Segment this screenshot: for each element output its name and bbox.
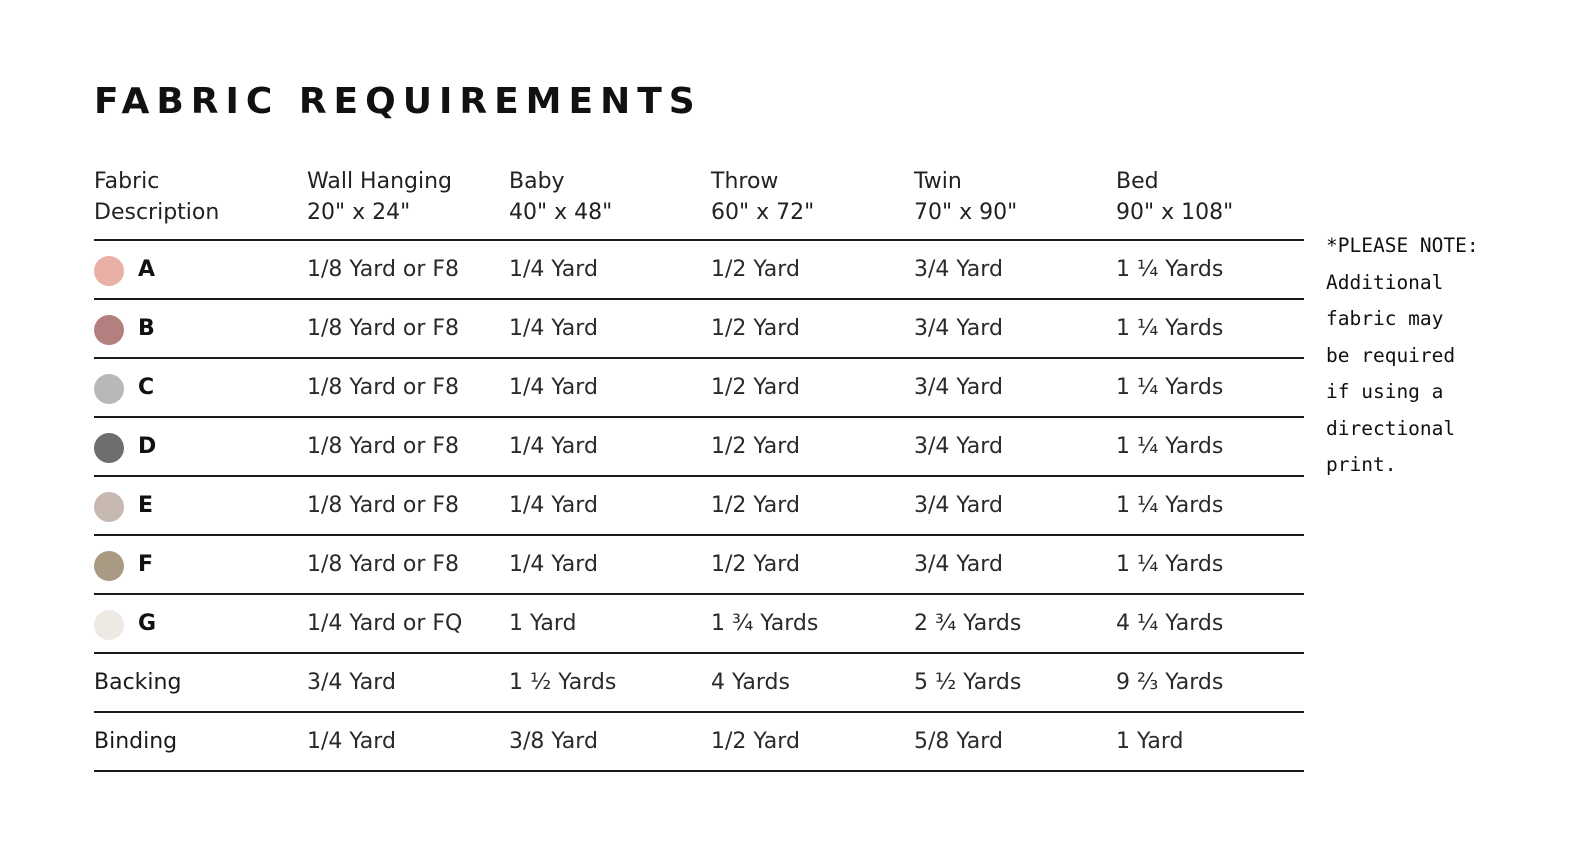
yardage-cell: 1/4 Yard [509,493,598,518]
yardage-cell: 1/2 Yard [711,257,800,282]
please-note-text: *PLEASE NOTE: Additional fabric may be required if using a directional print. [1326,234,1479,476]
yardage-cell: 1/4 Yard [509,375,598,400]
fabric-requirements-table [94,164,1304,772]
yardage-cell: 1 ¼ Yards [1116,493,1224,518]
fabric-label-text: A [138,257,156,282]
yardage-cell: 1 ¼ Yards [1116,552,1224,577]
yardage-cell: 1/4 Yard [509,552,598,577]
yardage-cell: 1/8 Yard or F8 [307,316,460,341]
yardage-cell: 1/8 Yard or F8 [307,257,460,282]
yardage-cell: 1/4 Yard [509,434,598,459]
fabric-swatch-icon [94,492,124,522]
yardage-cell: 1/2 Yard [711,493,800,518]
table-header [94,164,1304,241]
yardage-cell: 1/2 Yard [711,434,800,459]
yardage-cell: 4 ¼ Yards [1116,611,1224,636]
yardage-cell: 1/8 Yard or F8 [307,375,460,400]
yardage-cell: 5 ½ Yards [914,670,1022,695]
yardage-cell: 1/4 Yard [307,729,396,754]
yardage-cell: 3/4 Yard [914,375,1003,400]
table-row [94,241,1304,300]
yardage-cell: 1/4 Yard [509,316,598,341]
table-row [94,713,1304,772]
yardage-cell: 1/8 Yard or F8 [307,493,460,518]
yardage-cell: 2 ¾ Yards [914,611,1022,636]
yardage-cell: 3/4 Yard [914,552,1003,577]
yardage-cell: 3/4 Yard [914,316,1003,341]
yardage-cell: 4 Yards [711,670,790,695]
yardage-cell: 1 Yard [509,611,577,636]
header-baby: Baby 40" x 48" [509,169,613,225]
header-fabric-description: Fabric Description [94,169,220,225]
table-row [94,654,1304,713]
header-bed: Bed 90" x 108" [1116,169,1234,225]
yardage-cell: 1 ¼ Yards [1116,316,1224,341]
yardage-cell: 1/2 Yard [711,375,800,400]
yardage-cell: 1 ½ Yards [509,670,617,695]
header-throw: Throw 60" x 72" [711,169,815,225]
yardage-cell: 1/4 Yard or FQ [307,611,463,636]
table-body [94,241,1304,772]
yardage-cell: 3/4 Yard [914,257,1003,282]
fabric-swatch-icon [94,433,124,463]
yardage-cell: 1 ¼ Yards [1116,434,1224,459]
fabric-swatch-icon [94,256,124,286]
fabric-label-text: B [138,316,155,341]
fabric-swatch-icon [94,315,124,345]
table-row [94,418,1304,477]
page-title: FABRIC REQUIREMENTS [94,81,702,122]
fabric-label-text: F [138,552,154,577]
yardage-cell: 3/8 Yard [509,729,598,754]
yardage-cell: 1/2 Yard [711,552,800,577]
fabric-label-text: Binding [94,729,178,754]
yardage-cell: 5/8 Yard [914,729,1003,754]
yardage-cell: 1/2 Yard [711,729,800,754]
yardage-cell: 1/2 Yard [711,316,800,341]
fabric-swatch-icon [94,610,124,640]
yardage-cell: 1/8 Yard or F8 [307,552,460,577]
fabric-label-text: Backing [94,670,182,695]
fabric-label-text: D [138,434,157,459]
table-row [94,300,1304,359]
yardage-cell: 1/8 Yard or F8 [307,434,460,459]
fabric-label-text: C [138,375,155,400]
fabric-label-text: G [138,611,157,636]
yardage-cell: 1 ¼ Yards [1116,257,1224,282]
table-row [94,477,1304,536]
yardage-cell: 1 Yard [1116,729,1184,754]
yardage-cell: 1 ¼ Yards [1116,375,1224,400]
yardage-cell: 3/4 Yard [307,670,396,695]
yardage-cell: 3/4 Yard [914,434,1003,459]
fabric-swatch-icon [94,374,124,404]
table-row [94,595,1304,654]
table-row [94,536,1304,595]
yardage-cell: 9 ⅔ Yards [1116,670,1224,695]
fabric-label-text: E [138,493,154,518]
yardage-cell: 1/4 Yard [509,257,598,282]
fabric-swatch-icon [94,551,124,581]
table-row [94,359,1304,418]
yardage-cell: 3/4 Yard [914,493,1003,518]
header-wall-hanging: Wall Hanging 20" x 24" [307,169,452,225]
yardage-cell: 1 ¾ Yards [711,611,819,636]
header-twin: Twin 70" x 90" [914,169,1018,225]
